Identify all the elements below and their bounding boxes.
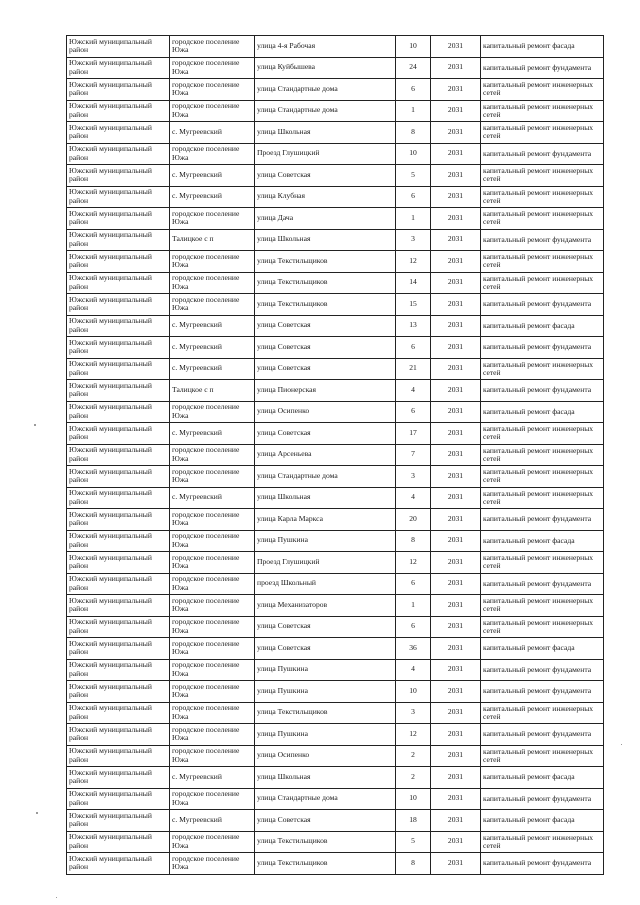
work-type-cell: капитальный ремонт инженерных сетей [481, 423, 604, 445]
table-row [67, 745, 604, 767]
settlement-cell: городское поселение Южа [170, 745, 255, 767]
work-type-cell: капитальный ремонт фундамента [481, 659, 604, 681]
count-cell: 24 [396, 57, 431, 79]
district-cell: Южский муниципальный район [67, 659, 170, 681]
count-cell: 3 [396, 466, 431, 488]
street-cell: улица Текстильщиков [255, 702, 396, 724]
work-type-cell: капитальный ремонт инженерных сетей [481, 251, 604, 273]
count-cell: 5 [396, 831, 431, 853]
count-cell: 12 [396, 251, 431, 273]
work-type-cell: капитальный ремонт инженерных сетей [481, 552, 604, 574]
table-row [67, 186, 604, 208]
work-type-cell: капитальный ремонт инженерных сетей [481, 745, 604, 767]
work-type-cell: капитальный ремонт фундамента [481, 57, 604, 79]
district-cell: Южский муниципальный район [67, 423, 170, 445]
settlement-cell: городское поселение Южа [170, 444, 255, 466]
settlement-cell: городское поселение Южа [170, 466, 255, 488]
housing-repair-table [66, 35, 604, 875]
district-cell: Южский муниципальный район [67, 208, 170, 230]
table-row [67, 36, 604, 58]
year-cell: 2031 [431, 810, 481, 832]
street-cell: Проезд Глушицкий [255, 552, 396, 574]
street-cell: улица Стандартные дома [255, 79, 396, 101]
year-cell: 2031 [431, 208, 481, 230]
year-cell: 2031 [431, 57, 481, 79]
district-cell: Южский муниципальный район [67, 358, 170, 380]
district-cell: Южский муниципальный район [67, 337, 170, 359]
table-row [67, 659, 604, 681]
table-row [67, 616, 604, 638]
street-cell: улица Дача [255, 208, 396, 230]
scan-speck [36, 812, 38, 814]
district-cell: Южский муниципальный район [67, 638, 170, 660]
street-cell: улица Текстильщиков [255, 853, 396, 875]
work-type-cell: капитальный ремонт фундамента [481, 337, 604, 359]
table-row [67, 681, 604, 703]
year-cell: 2031 [431, 251, 481, 273]
table-row [67, 853, 604, 875]
count-cell: 6 [396, 573, 431, 595]
count-cell: 36 [396, 638, 431, 660]
district-cell: Южский муниципальный район [67, 853, 170, 875]
year-cell: 2031 [431, 380, 481, 402]
district-cell: Южский муниципальный район [67, 122, 170, 144]
work-type-cell: капитальный ремонт фундамента [481, 681, 604, 703]
work-type-cell: капитальный ремонт инженерных сетей [481, 831, 604, 853]
table-row [67, 272, 604, 294]
year-cell: 2031 [431, 659, 481, 681]
settlement-cell: Талицкое с п [170, 229, 255, 251]
settlement-cell: городское поселение Южа [170, 552, 255, 574]
settlement-cell: городское поселение Южа [170, 724, 255, 746]
count-cell: 6 [396, 79, 431, 101]
year-cell: 2031 [431, 831, 481, 853]
count-cell: 14 [396, 272, 431, 294]
work-type-cell: капитальный ремонт фасада [481, 530, 604, 552]
count-cell: 4 [396, 380, 431, 402]
count-cell: 8 [396, 530, 431, 552]
table-row [67, 530, 604, 552]
street-cell: улица Школьная [255, 487, 396, 509]
year-cell: 2031 [431, 767, 481, 789]
count-cell: 12 [396, 552, 431, 574]
count-cell: 6 [396, 401, 431, 423]
count-cell: 4 [396, 659, 431, 681]
year-cell: 2031 [431, 487, 481, 509]
street-cell: улица Текстильщиков [255, 831, 396, 853]
work-type-cell: капитальный ремонт инженерных сетей [481, 444, 604, 466]
settlement-cell: городское поселение Южа [170, 208, 255, 230]
street-cell: улица Стандартные дома [255, 100, 396, 122]
year-cell: 2031 [431, 79, 481, 101]
street-cell: Проезд Глушицкий [255, 143, 396, 165]
table-row [67, 143, 604, 165]
work-type-cell: капитальный ремонт инженерных сетей [481, 165, 604, 187]
table-row [67, 767, 604, 789]
street-cell: улица Советская [255, 358, 396, 380]
count-cell: 6 [396, 337, 431, 359]
settlement-cell: городское поселение Южа [170, 251, 255, 273]
street-cell: улица Советская [255, 638, 396, 660]
table-row [67, 165, 604, 187]
settlement-cell: с. Мугреевский [170, 186, 255, 208]
table-row [67, 79, 604, 101]
settlement-cell: городское поселение Южа [170, 659, 255, 681]
work-type-cell: капитальный ремонт фундамента [481, 573, 604, 595]
scan-speck [621, 744, 622, 745]
work-type-cell: капитальный ремонт инженерных сетей [481, 595, 604, 617]
work-type-cell: капитальный ремонт инженерных сетей [481, 208, 604, 230]
year-cell: 2031 [431, 272, 481, 294]
count-cell: 2 [396, 745, 431, 767]
year-cell: 2031 [431, 788, 481, 810]
table-row [67, 315, 604, 337]
settlement-cell: с. Мугреевский [170, 767, 255, 789]
work-type-cell: капитальный ремонт фасада [481, 36, 604, 58]
work-type-cell: капитальный ремонт инженерных сетей [481, 100, 604, 122]
district-cell: Южский муниципальный район [67, 165, 170, 187]
year-cell: 2031 [431, 294, 481, 316]
work-type-cell: капитальный ремонт инженерных сетей [481, 487, 604, 509]
year-cell: 2031 [431, 401, 481, 423]
year-cell: 2031 [431, 638, 481, 660]
table-row [67, 444, 604, 466]
table-row [67, 509, 604, 531]
district-cell: Южский муниципальный район [67, 831, 170, 853]
year-cell: 2031 [431, 337, 481, 359]
district-cell: Южский муниципальный район [67, 79, 170, 101]
district-cell: Южский муниципальный район [67, 702, 170, 724]
work-type-cell: капитальный ремонт инженерных сетей [481, 616, 604, 638]
district-cell: Южский муниципальный район [67, 229, 170, 251]
street-cell: улица Советская [255, 315, 396, 337]
street-cell: проезд Школьный [255, 573, 396, 595]
district-cell: Южский муниципальный район [67, 595, 170, 617]
table-row [67, 229, 604, 251]
settlement-cell: с. Мугреевский [170, 423, 255, 445]
table-row [67, 337, 604, 359]
work-type-cell: капитальный ремонт инженерных сетей [481, 272, 604, 294]
count-cell: 12 [396, 724, 431, 746]
year-cell: 2031 [431, 186, 481, 208]
count-cell: 18 [396, 810, 431, 832]
year-cell: 2031 [431, 573, 481, 595]
district-cell: Южский муниципальный район [67, 444, 170, 466]
table-row [67, 595, 604, 617]
table-row [67, 100, 604, 122]
table-row [67, 788, 604, 810]
count-cell: 10 [396, 681, 431, 703]
street-cell: улица Клубная [255, 186, 396, 208]
table-row [67, 423, 604, 445]
work-type-cell: капитальный ремонт фасада [481, 638, 604, 660]
district-cell: Южский муниципальный район [67, 466, 170, 488]
work-type-cell: капитальный ремонт инженерных сетей [481, 122, 604, 144]
count-cell: 1 [396, 100, 431, 122]
district-cell: Южский муниципальный район [67, 294, 170, 316]
settlement-cell: с. Мугреевский [170, 122, 255, 144]
street-cell: улица Карла Маркса [255, 509, 396, 531]
year-cell: 2031 [431, 444, 481, 466]
settlement-cell: городское поселение Южа [170, 681, 255, 703]
count-cell: 1 [396, 208, 431, 230]
settlement-cell: с. Мугреевский [170, 337, 255, 359]
street-cell: улица Советская [255, 165, 396, 187]
street-cell: улица Школьная [255, 767, 396, 789]
count-cell: 2 [396, 767, 431, 789]
scan-speck [34, 424, 36, 426]
district-cell: Южский муниципальный район [67, 401, 170, 423]
settlement-cell: с. Мугреевский [170, 315, 255, 337]
count-cell: 10 [396, 36, 431, 58]
work-type-cell: капитальный ремонт инженерных сетей [481, 466, 604, 488]
settlement-cell: с. Мугреевский [170, 358, 255, 380]
count-cell: 8 [396, 853, 431, 875]
year-cell: 2031 [431, 616, 481, 638]
count-cell: 13 [396, 315, 431, 337]
settlement-cell: с. Мугреевский [170, 165, 255, 187]
district-cell: Южский муниципальный район [67, 143, 170, 165]
street-cell: улица Советская [255, 337, 396, 359]
count-cell: 8 [396, 122, 431, 144]
count-cell: 6 [396, 186, 431, 208]
table-row [67, 294, 604, 316]
table-row [67, 401, 604, 423]
district-cell: Южский муниципальный район [67, 272, 170, 294]
table-row [67, 831, 604, 853]
count-cell: 3 [396, 229, 431, 251]
district-cell: Южский муниципальный район [67, 788, 170, 810]
street-cell: улица Школьная [255, 122, 396, 144]
district-cell: Южский муниципальный район [67, 380, 170, 402]
year-cell: 2031 [431, 122, 481, 144]
district-cell: Южский муниципальный район [67, 100, 170, 122]
settlement-cell: городское поселение Южа [170, 100, 255, 122]
scan-speck [56, 897, 57, 898]
settlement-cell: с. Мугреевский [170, 487, 255, 509]
street-cell: улица Пушкина [255, 530, 396, 552]
work-type-cell: капитальный ремонт фундамента [481, 724, 604, 746]
year-cell: 2031 [431, 595, 481, 617]
district-cell: Южский муниципальный район [67, 552, 170, 574]
year-cell: 2031 [431, 466, 481, 488]
street-cell: улица Пушкина [255, 724, 396, 746]
settlement-cell: городское поселение Южа [170, 595, 255, 617]
year-cell: 2031 [431, 509, 481, 531]
count-cell: 6 [396, 616, 431, 638]
count-cell: 7 [396, 444, 431, 466]
street-cell: улица Осипенко [255, 401, 396, 423]
table-row [67, 573, 604, 595]
settlement-cell: городское поселение Южа [170, 616, 255, 638]
settlement-cell: городское поселение Южа [170, 294, 255, 316]
settlement-cell: городское поселение Южа [170, 57, 255, 79]
district-cell: Южский муниципальный район [67, 487, 170, 509]
table-row [67, 702, 604, 724]
table-row [67, 466, 604, 488]
street-cell: улица Советская [255, 810, 396, 832]
settlement-cell: городское поселение Южа [170, 530, 255, 552]
district-cell: Южский муниципальный район [67, 315, 170, 337]
count-cell: 10 [396, 143, 431, 165]
count-cell: 5 [396, 165, 431, 187]
year-cell: 2031 [431, 552, 481, 574]
settlement-cell: городское поселение Южа [170, 638, 255, 660]
table-row [67, 810, 604, 832]
street-cell: улица Пушкина [255, 681, 396, 703]
count-cell: 4 [396, 487, 431, 509]
street-cell: улица Советская [255, 423, 396, 445]
year-cell: 2031 [431, 358, 481, 380]
work-type-cell: капитальный ремонт фундамента [481, 143, 604, 165]
settlement-cell: с. Мугреевский [170, 810, 255, 832]
district-cell: Южский муниципальный район [67, 186, 170, 208]
table-row [67, 208, 604, 230]
street-cell: улица Стандартные дома [255, 466, 396, 488]
street-cell: улица Пионерская [255, 380, 396, 402]
settlement-cell: городское поселение Южа [170, 143, 255, 165]
settlement-cell: городское поселение Южа [170, 36, 255, 58]
street-cell: улица Стандартные дома [255, 788, 396, 810]
settlement-cell: городское поселение Южа [170, 401, 255, 423]
table-row [67, 487, 604, 509]
count-cell: 15 [396, 294, 431, 316]
year-cell: 2031 [431, 229, 481, 251]
work-type-cell: капитальный ремонт фасада [481, 315, 604, 337]
settlement-cell: городское поселение Южа [170, 702, 255, 724]
table-row [67, 380, 604, 402]
count-cell: 3 [396, 702, 431, 724]
year-cell: 2031 [431, 423, 481, 445]
year-cell: 2031 [431, 315, 481, 337]
table-row [67, 57, 604, 79]
district-cell: Южский муниципальный район [67, 681, 170, 703]
count-cell: 20 [396, 509, 431, 531]
settlement-cell: городское поселение Южа [170, 788, 255, 810]
street-cell: улица Советская [255, 616, 396, 638]
count-cell: 17 [396, 423, 431, 445]
year-cell: 2031 [431, 36, 481, 58]
street-cell: улица 4-я Рабочая [255, 36, 396, 58]
district-cell: Южский муниципальный район [67, 57, 170, 79]
work-type-cell: капитальный ремонт фундамента [481, 294, 604, 316]
table-row [67, 638, 604, 660]
district-cell: Южский муниципальный район [67, 616, 170, 638]
district-cell: Южский муниципальный район [67, 573, 170, 595]
work-type-cell: капитальный ремонт фундамента [481, 229, 604, 251]
street-cell: улица Осипенко [255, 745, 396, 767]
year-cell: 2031 [431, 745, 481, 767]
year-cell: 2031 [431, 702, 481, 724]
work-type-cell: капитальный ремонт инженерных сетей [481, 702, 604, 724]
district-cell: Южский муниципальный район [67, 251, 170, 273]
street-cell: улица Текстильщиков [255, 272, 396, 294]
settlement-cell: Талицкое с п [170, 380, 255, 402]
year-cell: 2031 [431, 724, 481, 746]
table-row [67, 358, 604, 380]
year-cell: 2031 [431, 143, 481, 165]
street-cell: улица Школьная [255, 229, 396, 251]
district-cell: Южский муниципальный район [67, 745, 170, 767]
settlement-cell: городское поселение Южа [170, 853, 255, 875]
count-cell: 10 [396, 788, 431, 810]
table-row [67, 724, 604, 746]
district-cell: Южский муниципальный район [67, 36, 170, 58]
year-cell: 2031 [431, 530, 481, 552]
work-type-cell: капитальный ремонт фундамента [481, 788, 604, 810]
work-type-cell: капитальный ремонт инженерных сетей [481, 358, 604, 380]
work-type-cell: капитальный ремонт инженерных сетей [481, 79, 604, 101]
district-cell: Южский муниципальный район [67, 530, 170, 552]
district-cell: Южский муниципальный район [67, 724, 170, 746]
district-cell: Южский муниципальный район [67, 509, 170, 531]
year-cell: 2031 [431, 853, 481, 875]
district-cell: Южский муниципальный район [67, 810, 170, 832]
table-row [67, 251, 604, 273]
work-type-cell: капитальный ремонт инженерных сетей [481, 186, 604, 208]
table-body [67, 36, 604, 875]
street-cell: улица Механизаторов [255, 595, 396, 617]
year-cell: 2031 [431, 100, 481, 122]
work-type-cell: капитальный ремонт фасада [481, 767, 604, 789]
work-type-cell: капитальный ремонт фасада [481, 401, 604, 423]
work-type-cell: капитальный ремонт фундамента [481, 509, 604, 531]
street-cell: улица Арсеньева [255, 444, 396, 466]
street-cell: улица Текстильщиков [255, 251, 396, 273]
table-row [67, 122, 604, 144]
street-cell: улица Пушкина [255, 659, 396, 681]
settlement-cell: городское поселение Южа [170, 79, 255, 101]
count-cell: 1 [396, 595, 431, 617]
count-cell: 21 [396, 358, 431, 380]
street-cell: улица Текстильщиков [255, 294, 396, 316]
table-row [67, 552, 604, 574]
work-type-cell: капитальный ремонт фундамента [481, 853, 604, 875]
district-cell: Южский муниципальный район [67, 767, 170, 789]
street-cell: улица Куйбышева [255, 57, 396, 79]
settlement-cell: городское поселение Южа [170, 272, 255, 294]
settlement-cell: городское поселение Южа [170, 573, 255, 595]
work-type-cell: капитальный ремонт фундамента [481, 380, 604, 402]
work-type-cell: капитальный ремонт фасада [481, 810, 604, 832]
year-cell: 2031 [431, 165, 481, 187]
year-cell: 2031 [431, 681, 481, 703]
settlement-cell: городское поселение Южа [170, 509, 255, 531]
settlement-cell: городское поселение Южа [170, 831, 255, 853]
